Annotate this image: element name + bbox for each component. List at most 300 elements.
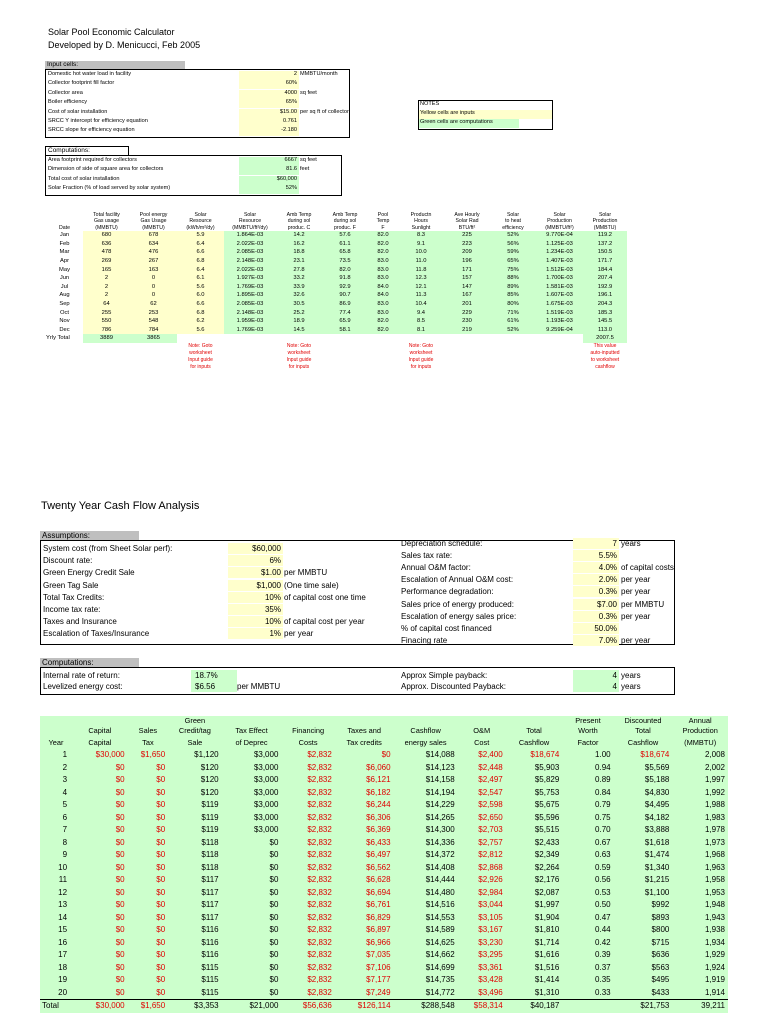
monthly-cell: 1.959E-03 xyxy=(224,317,276,326)
cashflow-cell: $2,832 xyxy=(307,950,332,959)
cashflow-total-cell: Total xyxy=(42,1001,59,1010)
inputs-heading: Input cells: xyxy=(45,61,185,69)
monthly-cell: 2.022E-03 xyxy=(224,266,276,275)
input-value[interactable]: 4000 xyxy=(239,90,299,99)
monthly-cell: 65% xyxy=(490,257,536,266)
cashflow-cell: 0.89 xyxy=(595,775,611,784)
input-value[interactable]: 65% xyxy=(239,99,299,108)
cashflow-row xyxy=(40,837,728,850)
cashflow-row xyxy=(40,962,728,975)
input-cells-panel xyxy=(45,69,350,138)
cashflow-cell: $0 xyxy=(115,962,125,972)
assumption-value[interactable]: 1% xyxy=(228,628,283,639)
cashflow-cell: $5,829 xyxy=(534,775,560,784)
monthly-cell: 61.1 xyxy=(322,240,368,249)
monthly-note: This value xyxy=(593,342,617,349)
assumption-value[interactable]: 0.3% xyxy=(573,586,619,597)
monthly-header-cell: produc. F xyxy=(334,224,356,231)
monthly-cell: 9.4 xyxy=(398,309,444,318)
cashflow-cell: $433 xyxy=(651,987,670,997)
monthly-cell: 71% xyxy=(490,309,536,318)
monthly-note-empty xyxy=(322,357,368,364)
cashflow-cell: $3,000 xyxy=(253,762,279,772)
monthly-header-cell: Resource xyxy=(189,218,212,225)
assumption-label: Performance degradation: xyxy=(401,587,494,597)
cashflow-cell: $3,361 xyxy=(478,962,503,972)
input-label: Domestic hot water load in facility xyxy=(48,71,132,77)
assumption-label: % of capital cost financed xyxy=(401,623,492,633)
monthly-cell: 113.0 xyxy=(583,326,627,335)
monthly-cell: 83.0 xyxy=(368,274,398,283)
cashflow-cell: $2,547 xyxy=(478,787,503,797)
monthly-cell: 33.2 xyxy=(276,274,322,283)
monthly-cell: 77.4 xyxy=(322,309,368,318)
monthly-cell: 1.512E-03 xyxy=(536,266,583,275)
cashflow-cell: 0.35 xyxy=(595,975,611,984)
cashflow-cell: 0.33 xyxy=(595,987,611,997)
monthly-note: worksheet xyxy=(189,349,212,356)
cashflow-cell: $14,300 xyxy=(425,825,455,834)
cashflow-cell: $116 xyxy=(201,950,219,959)
assumption-value[interactable]: $1,000 xyxy=(228,580,283,591)
cashflow-header-row xyxy=(40,737,728,749)
cashflow-cell: 0.84 xyxy=(595,787,611,797)
monthly-cell: 90.7 xyxy=(322,291,368,300)
cashflow-cell: $14,553 xyxy=(425,912,455,922)
cashflow-cell: $2,176 xyxy=(534,875,560,884)
monthly-cell: 1.607E-03 xyxy=(536,291,583,300)
monthly-header-cell: Solar xyxy=(598,212,612,218)
monthly-cell: 6.0 xyxy=(177,291,224,300)
cashflow-cell: $2,832 xyxy=(307,800,332,809)
cashflow-cell: 0.63 xyxy=(595,850,611,859)
assumption-value[interactable]: 7 xyxy=(573,538,619,549)
monthly-cell: Feb xyxy=(59,240,70,247)
monthly-cell: Sep xyxy=(59,300,70,307)
cashflow-cell: $0 xyxy=(156,762,166,772)
monthly-cell: Oct xyxy=(59,309,70,316)
cashflow-row xyxy=(40,799,728,812)
cashflow-cell: $18,674 xyxy=(640,750,670,759)
input-value[interactable]: $15.00 xyxy=(239,109,299,118)
monthly-cell: 147 xyxy=(444,283,490,292)
input-unit: per sq ft of collector xyxy=(300,108,349,115)
monthly-cell: 84.0 xyxy=(368,283,398,292)
monthly-total-empty xyxy=(444,334,490,343)
cashflow-header-cell: Costs xyxy=(298,738,318,747)
monthly-cell: 9.770E-04 xyxy=(536,231,583,240)
cashflow-cell: $6,306 xyxy=(366,812,391,822)
cashflow-cell: $0 xyxy=(115,937,125,947)
monthly-cell: 9.1 xyxy=(398,240,444,249)
monthly-note: Note: Goto xyxy=(286,342,312,349)
monthly-cell: 171 xyxy=(444,266,490,275)
cashflow-cell: 1,963 xyxy=(704,862,725,872)
cashflow-cell: $1,810 xyxy=(534,925,560,934)
cashflow-header-cell: Credit/tag xyxy=(178,726,211,735)
monthly-cell: 10.0 xyxy=(398,248,444,257)
cashflow-cell: $0 xyxy=(156,987,166,997)
cashflow-cell: $0 xyxy=(156,887,166,897)
cashflow-header-cell: Annual xyxy=(688,716,712,725)
cashflow-cell: 14 xyxy=(58,912,68,922)
monthly-cell: 786 xyxy=(83,326,130,335)
monthly-cell: 476 xyxy=(130,248,177,257)
cashflow-cell: $3,105 xyxy=(478,912,503,922)
monthly-cell: 59% xyxy=(490,248,536,257)
cashflow-cell: $2,264 xyxy=(534,862,560,872)
monthly-cell: 6.1 xyxy=(177,274,224,283)
monthly-note: for inputs xyxy=(288,363,310,370)
monthly-note-empty xyxy=(130,350,177,357)
assumption-value[interactable]: 10% xyxy=(228,616,283,627)
monthly-cell: 1.769E-03 xyxy=(224,283,276,292)
cashflow-cell: $0 xyxy=(269,862,279,872)
monthly-cell: 83.0 xyxy=(368,300,398,309)
cashflow-cell: $14,194 xyxy=(425,787,455,797)
assumption-label: Taxes and Insurance xyxy=(43,617,117,627)
cashflow-row xyxy=(40,912,728,925)
cashflow-cell: $7,035 xyxy=(366,950,391,959)
cashflow-cell: $3,295 xyxy=(478,950,503,959)
monthly-cell: 82.0 xyxy=(368,231,398,240)
monthly-cell: 33.9 xyxy=(276,283,322,292)
monthly-note-empty xyxy=(83,343,130,350)
monthly-cell: 6.6 xyxy=(177,300,224,309)
cashflow-cell: $0 xyxy=(115,850,125,859)
cashflow-header-cell: Cashflow xyxy=(518,738,550,747)
monthly-total-pool: 3865 xyxy=(130,334,177,343)
monthly-cell: 65.9 xyxy=(322,317,368,326)
assumption-value[interactable]: 6% xyxy=(228,555,283,566)
monthly-cell: 83.0 xyxy=(368,309,398,318)
monthly-row xyxy=(46,300,627,309)
cashflow-cell: $0 xyxy=(156,875,166,884)
notes-heading: NOTES xyxy=(420,101,440,107)
computations-panel xyxy=(45,155,342,196)
cashflow-cell: 0.94 xyxy=(595,762,611,772)
cashflow-cell: $2,832 xyxy=(307,937,332,947)
cashflow-cell: 1 xyxy=(62,750,68,759)
cashflow-header-cell: Worth xyxy=(578,726,598,735)
cashflow-cell: $6,761 xyxy=(366,900,391,909)
monthly-total-empty xyxy=(398,334,444,343)
monthly-note-empty xyxy=(130,357,177,364)
monthly-cell: 10.4 xyxy=(398,300,444,309)
monthly-cell: 64 xyxy=(83,300,130,309)
cashflow-cell: $2,832 xyxy=(307,912,332,922)
monthly-header-cell: during sol xyxy=(287,218,311,225)
monthly-row xyxy=(46,257,627,266)
monthly-cell: 1.125E-03 xyxy=(536,240,583,249)
cashflow-cell: $2,832 xyxy=(307,900,332,909)
cashflow-cell: 20 xyxy=(58,987,68,997)
monthly-cell: 223 xyxy=(444,240,490,249)
monthly-header-cell: during sol xyxy=(333,218,357,225)
assumption-label: Sales price of energy produced: xyxy=(401,599,514,609)
monthly-cell: 634 xyxy=(130,240,177,249)
monthly-note: worksheet xyxy=(287,349,311,356)
cashflow-cell: 2,002 xyxy=(704,762,725,772)
cashflow-cell: 0.44 xyxy=(595,925,611,934)
assumption-value[interactable]: $7.00 xyxy=(573,599,619,610)
result-label: Approx Simple payback: xyxy=(401,671,488,680)
monthly-cell: 11.8 xyxy=(398,266,444,275)
monthly-row xyxy=(46,248,627,257)
monthly-cell: 8.1 xyxy=(398,326,444,335)
cashflow-header-cell xyxy=(506,716,563,725)
monthly-header-cell: Pool energy xyxy=(139,212,168,218)
monthly-header-cell: Total facility xyxy=(93,212,120,218)
monthly-cell: 192.9 xyxy=(583,283,627,292)
computation-label: Total cost of solar installation xyxy=(48,175,120,182)
cashflow-cell: $118 xyxy=(201,837,219,847)
cashflow-cell: $6,897 xyxy=(366,925,391,934)
monthly-header-cell: efficiency xyxy=(502,224,524,231)
cashflow-cell: $0 xyxy=(115,925,125,934)
cashflow-cell: $2,832 xyxy=(307,750,332,759)
monthly-cell: 157 xyxy=(444,274,490,283)
assumption-value[interactable]: 5.5% xyxy=(573,550,619,561)
cashflow-cell: 1,948 xyxy=(704,900,725,909)
input-value[interactable]: 60% xyxy=(239,80,299,89)
cashflow-cell: $14,444 xyxy=(425,875,455,884)
cashflow-cell: $2,832 xyxy=(307,787,332,797)
monthly-note-row xyxy=(46,364,627,371)
monthly-note-empty xyxy=(224,357,276,364)
computation-unit: sq feet xyxy=(300,157,317,163)
monthly-cell: 57.6 xyxy=(322,231,368,240)
cashflow-cell: $6,369 xyxy=(366,825,391,834)
input-value[interactable]: 2 xyxy=(239,71,299,80)
cashflow-cell: $2,832 xyxy=(307,862,332,872)
cashflow-cell: $2,650 xyxy=(478,812,503,822)
cashflow-cell: $0 xyxy=(115,787,125,797)
cashflow-cell: $5,753 xyxy=(534,787,560,797)
result-label: Approx. Discounted Payback: xyxy=(401,682,506,691)
monthly-note-empty xyxy=(130,364,177,371)
cashflow-cell: 0.67 xyxy=(595,837,611,847)
cashflow-cell: $0 xyxy=(156,937,166,947)
cashflow-header-cell xyxy=(394,716,458,725)
monthly-note-empty xyxy=(46,357,83,364)
cashflow-cell: 1,938 xyxy=(704,925,725,934)
cashflow-cell: $7,106 xyxy=(366,962,391,972)
monthly-cell: 253 xyxy=(130,309,177,318)
computations2-panel xyxy=(40,667,675,695)
input-value[interactable]: 0.761 xyxy=(239,118,299,127)
monthly-cell: 2.085E-03 xyxy=(224,300,276,309)
assumption-unit: per year xyxy=(621,587,651,597)
cashflow-cell: $0 xyxy=(156,850,166,859)
cashflow-header-cell xyxy=(281,716,334,725)
result-value: 18.7% xyxy=(191,670,237,681)
monthly-cell: 550 xyxy=(83,317,130,326)
monthly-note-empty xyxy=(322,343,368,350)
monthly-header-cell: Solar Rad xyxy=(455,218,479,225)
cashflow-cell: $6,244 xyxy=(366,800,391,809)
monthly-cell: 23.1 xyxy=(276,257,322,266)
monthly-note-empty xyxy=(46,350,83,357)
cashflow-cell: $495 xyxy=(651,975,670,984)
monthly-header-cell: Amb Temp xyxy=(286,212,312,218)
assumption-value[interactable]: 0.3% xyxy=(573,611,619,622)
cashflow-cell: $0 xyxy=(269,912,279,922)
monthly-header-cell: to heat xyxy=(505,218,521,225)
input-unit: sq feet xyxy=(300,89,317,96)
cashflow-cell: $0 xyxy=(115,825,125,834)
cashflow-cell: $6,121 xyxy=(366,775,391,784)
cashflow-cell: 9 xyxy=(62,850,68,859)
assumption-value[interactable]: $60,000 xyxy=(228,543,283,554)
input-unit: MMBTU/month xyxy=(300,71,338,77)
monthly-cell: 91.8 xyxy=(322,274,368,283)
monthly-cell: 184.4 xyxy=(583,266,627,275)
cashflow-header-cell: (MMBTU) xyxy=(684,738,717,747)
monthly-cell: 12.3 xyxy=(398,274,444,283)
cashflow-cell: $0 xyxy=(156,825,166,834)
monthly-cell: 83.0 xyxy=(368,266,398,275)
result-unit: years xyxy=(621,671,641,680)
cashflow-cell: 15 xyxy=(58,925,68,934)
cashflow-cell: 12 xyxy=(58,887,68,897)
cashflow-cell: $14,372 xyxy=(425,850,455,859)
monthly-cell: Aug xyxy=(59,292,70,299)
input-label: SRCC slope for efficiency equation xyxy=(48,127,135,134)
monthly-cell: 6.4 xyxy=(177,240,224,249)
assumption-label: Sales tax rate: xyxy=(401,551,453,561)
cashflow-cell: $0 xyxy=(115,762,125,772)
page-title: Solar Pool Economic Calculator xyxy=(48,27,175,37)
cashflow-cell: 18 xyxy=(58,962,68,972)
cashflow-total-cell: 39,211 xyxy=(701,1001,725,1010)
cashflow-header-cell: Total xyxy=(635,726,651,735)
cashflow-cell: $800 xyxy=(651,925,670,934)
cashflow-cell: $0 xyxy=(156,900,166,909)
cashflow-table xyxy=(40,716,728,1013)
cashflow-cell: $1,714 xyxy=(534,937,560,947)
monthly-row xyxy=(46,240,627,249)
cashflow-cell: $0 xyxy=(269,925,279,934)
assumption-unit: per year xyxy=(284,629,314,639)
cashflow-cell: $0 xyxy=(269,887,279,897)
monthly-note-empty xyxy=(368,350,398,357)
monthly-header-cell: Amb Temp xyxy=(332,212,358,218)
input-value[interactable]: -2.180 xyxy=(239,127,299,136)
cashflow-header-cell: Financing xyxy=(292,726,325,735)
monthly-note: Input guide xyxy=(188,356,213,363)
cashflow-cell: $6,497 xyxy=(366,850,391,859)
cashflow-cell: $14,625 xyxy=(425,937,455,947)
monthly-row xyxy=(46,317,627,326)
cashflow-total-cell: $3,353 xyxy=(194,1001,219,1010)
cashflow-header-cell: Capital xyxy=(88,726,112,735)
cashflow-row xyxy=(40,824,728,837)
assumption-label: Total Tax Credits: xyxy=(43,592,105,602)
monthly-header-cell: (MMBTU/ft²/dy) xyxy=(232,224,268,231)
monthly-cell: 0 xyxy=(130,291,177,300)
cashflow-header-cell: Tax credits xyxy=(346,738,382,747)
assumption-value[interactable]: 35% xyxy=(228,604,283,615)
monthly-row xyxy=(46,291,627,300)
monthly-cell: 6.2 xyxy=(177,317,224,326)
cashflow-cell: $0 xyxy=(269,950,279,959)
notes-panel xyxy=(418,100,553,130)
monthly-note: Note: Goto xyxy=(408,342,434,349)
assumptions-panel xyxy=(40,540,675,645)
cashflow-header-cell: Cashflow xyxy=(410,726,441,735)
cashflow-cell: $117 xyxy=(201,887,219,897)
cashflow-header-cell: Green xyxy=(184,716,206,725)
monthly-cell: 2.022E-03 xyxy=(224,240,276,249)
page-subtitle: Developed by D. Menicucci, Feb 2005 xyxy=(48,40,201,50)
cashflow-cell: $6,966 xyxy=(366,937,391,947)
cashflow-header-cell: Factor xyxy=(577,738,599,747)
cashflow-row xyxy=(40,862,728,875)
assumption-value[interactable]: 4.0% xyxy=(573,562,619,573)
monthly-cell: 196.1 xyxy=(583,291,627,300)
input-label: Boiler efficiency xyxy=(48,99,88,106)
cashflow-cell: $0 xyxy=(269,837,279,847)
cashflow-cell: 1,914 xyxy=(704,987,725,997)
cashflow-cell: $2,703 xyxy=(478,825,503,834)
cashflow-cell: 0.47 xyxy=(595,912,611,922)
cashflow-cell: $7,249 xyxy=(366,987,391,997)
monthly-cell: 89% xyxy=(490,283,536,292)
cashflow-cell: $2,832 xyxy=(307,875,332,884)
cashflow-cell: $0 xyxy=(269,962,279,972)
cashflow-header-cell: O&M xyxy=(473,726,491,735)
cashflow-cell: $893 xyxy=(651,912,670,922)
assumption-value[interactable]: 7.0% xyxy=(573,635,619,646)
cashflow-cell: $4,830 xyxy=(644,787,670,797)
monthly-header-cell: Ave Hourly xyxy=(454,212,480,218)
monthly-cell: 230 xyxy=(444,317,490,326)
cashflow-header-cell: Capital xyxy=(88,738,112,747)
cashflow-cell: $1,904 xyxy=(534,912,560,922)
cashflow-cell: $14,088 xyxy=(425,750,455,759)
cashflow-cell: $116 xyxy=(201,937,219,947)
monthly-note-empty xyxy=(490,357,536,364)
assumption-value[interactable]: 2.0% xyxy=(573,574,619,585)
cashflow-cell: 11 xyxy=(58,875,68,884)
cashflow-cell: $118 xyxy=(201,850,219,859)
monthly-cell: 196 xyxy=(444,257,490,266)
monthly-note: to worksheet xyxy=(590,356,620,363)
assumption-value[interactable]: 10% xyxy=(228,592,283,603)
cashflow-cell: $0 xyxy=(115,812,125,822)
assumption-value[interactable]: 50.0% xyxy=(573,623,619,634)
monthly-cell: Jul xyxy=(60,283,69,290)
computation-label: Solar Fraction (% of load served by solar system) xyxy=(48,184,171,191)
computation-label: Area footprint required for collectors xyxy=(48,157,137,163)
cashflow-cell: $3,167 xyxy=(478,925,503,934)
monthly-cell: 2 xyxy=(83,291,130,300)
monthly-cell: Jun xyxy=(59,275,70,282)
monthly-note-empty xyxy=(130,343,177,350)
monthly-cell: 145.5 xyxy=(583,317,627,326)
monthly-header-cell: Productn xyxy=(410,212,432,218)
cashflow-header-row xyxy=(40,725,728,737)
cashflow-cell: 1,997 xyxy=(704,775,725,784)
monthly-cell: 9.259E-04 xyxy=(536,326,583,335)
monthly-header-cell: (kWh/m²/dy) xyxy=(186,224,215,231)
result-label: Internal rate of return: xyxy=(43,671,120,680)
monthly-cell: 680 xyxy=(83,231,130,240)
monthly-note: Input guide xyxy=(408,356,434,363)
cashflow-cell: $2,448 xyxy=(478,762,503,772)
assumption-value[interactable]: $1.00 xyxy=(228,567,283,578)
